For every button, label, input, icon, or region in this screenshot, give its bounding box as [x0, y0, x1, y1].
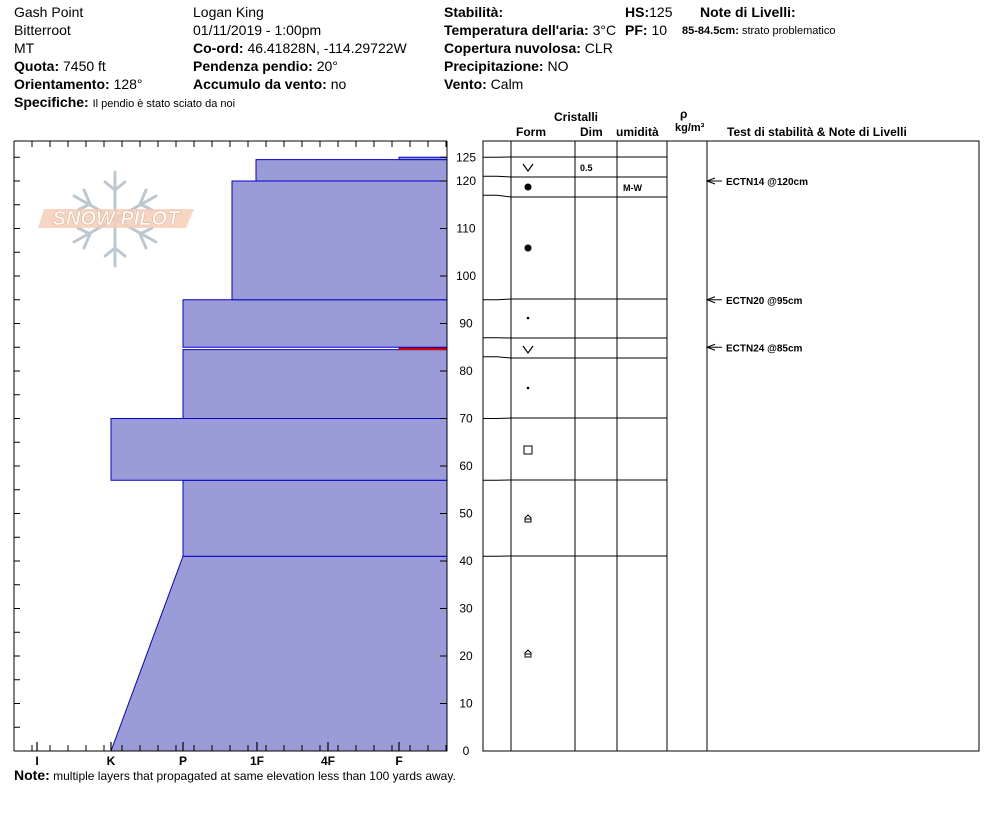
cloud-label: Copertura nuvolosa: — [444, 40, 581, 56]
height-tick-label: 110 — [456, 221, 476, 236]
hardness-tick-label: I — [35, 754, 39, 768]
air-temp-value: 3°C — [592, 22, 617, 38]
layer-connector — [483, 418, 511, 419]
grain-form-symbol — [525, 245, 532, 252]
stability-label: Stabilità: — [444, 4, 504, 20]
stability-test-label: ECTN24 @85cm — [726, 343, 803, 355]
layer-connector — [483, 195, 511, 197]
grain-form-symbol — [524, 446, 532, 454]
wind-value: Calm — [490, 76, 524, 92]
layer-connector — [483, 357, 511, 358]
elevation-value: 7450 ft — [63, 58, 106, 74]
hardness-tick-label: 1F — [249, 754, 265, 768]
height-tick-label: 100 — [455, 269, 477, 283]
moisture-label: M-W — [623, 183, 642, 193]
rho-header: ρ — [680, 107, 688, 121]
footer-note-text: multiple layers that propagated at same elevation less than 100 yards away. — [53, 769, 456, 783]
height-tick-label: 50 — [459, 506, 473, 521]
specifics-value: Il pendio è stato sciato da noi — [92, 98, 236, 110]
moisture-header: umidità — [616, 125, 659, 139]
grain-form-symbol — [527, 317, 530, 320]
height-tick-label: 30 — [459, 601, 473, 616]
air-temp-label: Temperatura dell'aria: — [444, 22, 589, 38]
wind-label: Vento: — [444, 76, 487, 92]
aspect-value: 128° — [113, 76, 143, 92]
coord-label: Co-ord: — [193, 40, 244, 56]
specifics-label: Specifiche: — [14, 94, 89, 110]
stability-test-label: ECTN20 @95cm — [726, 295, 803, 307]
profile-border — [483, 141, 979, 751]
hardness-tick-label: 4F — [320, 754, 336, 768]
state-name: MT — [14, 40, 35, 56]
layer-connector — [483, 176, 511, 177]
grain-form-symbol — [523, 164, 533, 171]
height-tick-label: 120 — [455, 174, 477, 188]
aspect-label: Orientamento: — [14, 76, 110, 92]
pf-label: PF: — [625, 22, 648, 38]
grain-form-symbol — [525, 650, 531, 657]
height-tick-label: 80 — [459, 364, 473, 378]
footer-note — [14, 767, 456, 783]
layer-connector — [483, 299, 511, 300]
coord-value: 46.41828N, -114.29722W — [247, 40, 407, 56]
hardness-tick-label: K — [106, 754, 116, 768]
hardness-tick-label: F — [395, 754, 403, 768]
slope-label: Pendenza pendio: — [193, 58, 313, 74]
observation-datetime: 01/11/2019 - 1:00pm — [193, 22, 322, 38]
cloud-value: CLR — [584, 40, 613, 56]
layer-note-text: strato problematico — [741, 25, 836, 37]
density-unit-header: kg/m³ — [675, 122, 705, 134]
pf-value: 10 — [651, 22, 668, 38]
precip-value: NO — [547, 58, 569, 74]
crystals-header: Cristalli — [554, 110, 599, 124]
stability-test-label: ECTN14 @120cm — [726, 177, 809, 188]
grain-form-symbol — [525, 184, 532, 191]
form-header: Form — [516, 125, 546, 139]
logo-text: SNOW PILOT — [52, 208, 180, 230]
grain-size-label: 0.5 — [580, 163, 593, 173]
grain-form-symbol — [525, 515, 531, 522]
height-tick-label: 60 — [459, 459, 473, 473]
wind-loading-label: Accumulo da vento: — [193, 76, 327, 92]
hs-label: HS: — [625, 4, 650, 20]
height-tick-label: 40 — [459, 554, 473, 568]
hs-value: 125 — [649, 4, 673, 20]
hardness-tick-label: P — [178, 754, 188, 768]
precip-label: Precipitazione: — [444, 58, 544, 74]
location-name: Gash Point — [14, 4, 84, 20]
grain-form-symbol — [527, 387, 530, 390]
layer-note-depth: 85-84.5cm: — [682, 25, 739, 37]
elevation-label: Quota: — [14, 58, 60, 74]
wind-loading-value: no — [330, 76, 347, 92]
height-tick-label: 125 — [455, 150, 477, 165]
height-tick-label: 0 — [462, 744, 470, 758]
height-tick-label: 70 — [459, 411, 473, 426]
height-tick-label: 10 — [459, 696, 473, 711]
height-tick-label: 20 — [459, 649, 473, 663]
tests-header: Test di stabilità & Note di Livelli — [727, 125, 907, 139]
slope-value: 20° — [316, 58, 338, 74]
grain-form-symbol — [523, 346, 533, 353]
height-tick-label: 90 — [459, 316, 473, 331]
range-name: Bitterroot — [14, 22, 71, 38]
size-header: Dim — [580, 125, 603, 139]
layer-notes-title: Note di Livelli: — [700, 4, 796, 20]
footer-note-label: Note: — [14, 767, 50, 783]
observer-name: Logan King — [193, 4, 264, 20]
